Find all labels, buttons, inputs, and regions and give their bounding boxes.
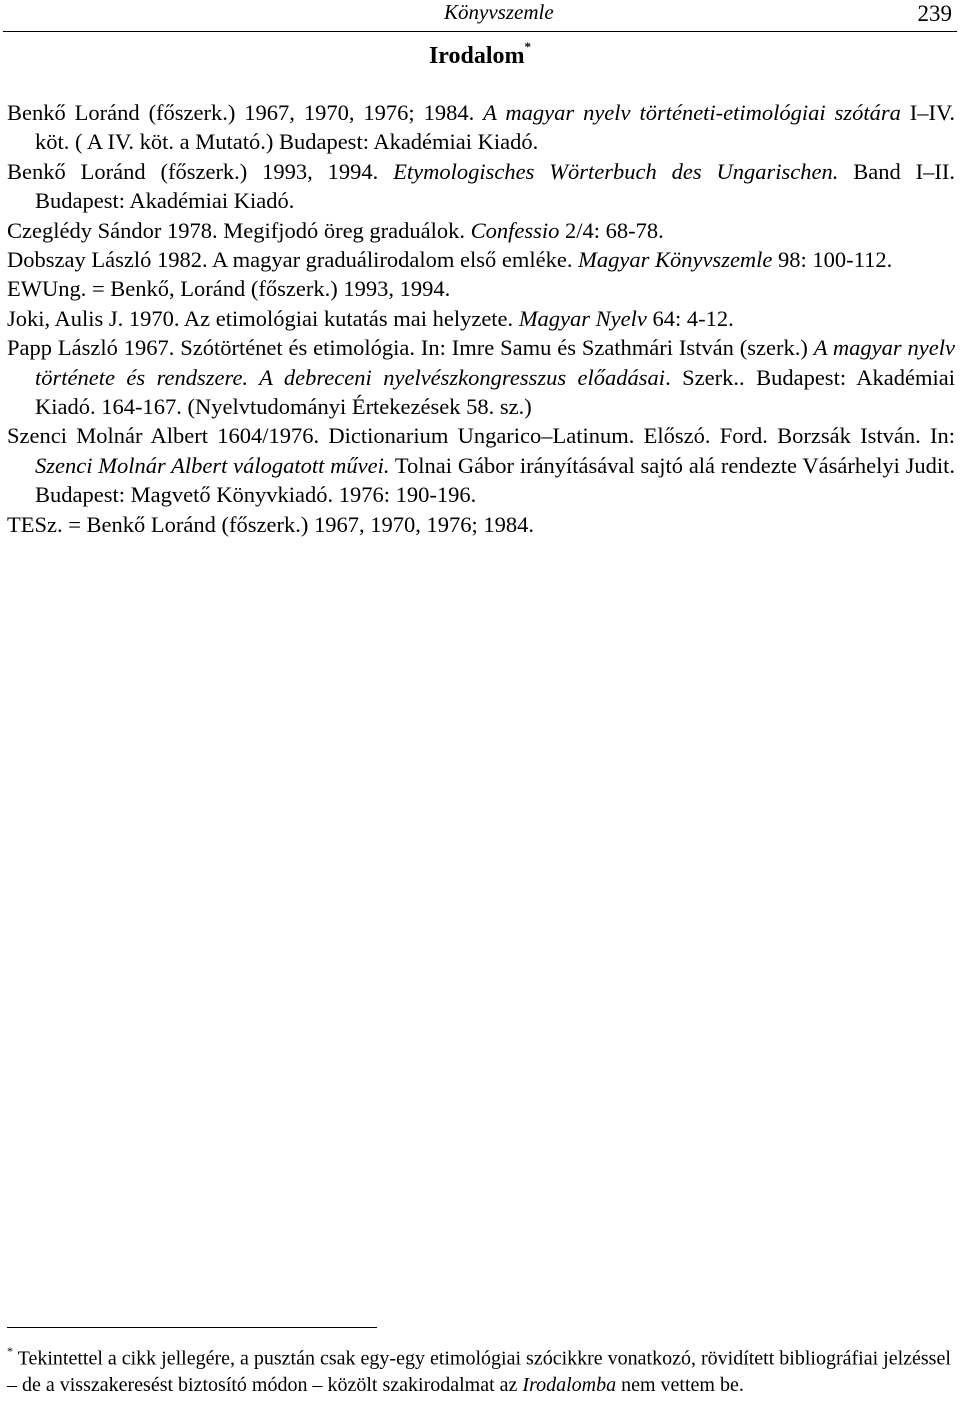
journal-title: Könyvszemle xyxy=(444,0,554,24)
reference-text: Benkő Loránd (főszerk.) 1993, 1994. xyxy=(7,158,394,184)
reference-title: Etymologisches Wörterbuch des Ungarischen. xyxy=(393,158,839,184)
footnote xyxy=(7,1340,953,1399)
reference-entry xyxy=(7,98,955,157)
reference-entry xyxy=(7,245,955,274)
reference-text: Czeglédy Sándor 1978. Megifjodó öreg graduálok. xyxy=(7,217,471,243)
section-title: Irodalom xyxy=(428,43,525,69)
reference-text: TESz. = Benkő Loránd (főszerk.) 1967, 1970, 1976; 1984. xyxy=(7,511,534,537)
reference-text: I–IV. köt. ( A IV. köt. a Mutató.) Budapest: Akadémiai Kiadó. xyxy=(35,100,956,155)
reference-title: A magyar nyelv történeti-etimológiai szótára xyxy=(483,100,901,125)
reference-text: 64: 4-12. xyxy=(646,305,734,331)
reference-text: Band I–II. Budapest: Akadémiai Kiadó. xyxy=(35,158,955,214)
reference-entry xyxy=(7,304,955,333)
reference-title: Confessio xyxy=(470,217,560,243)
reference-entry xyxy=(7,510,955,539)
reference-entry xyxy=(7,421,955,509)
header-rule xyxy=(3,31,957,32)
reference-text: Szenci Molnár Albert 1604/1976. Dictionarium Ungarico–Latinum. Előszó. Ford. Borzsák István. In: xyxy=(7,423,955,449)
footnote-text: nem vettem be. xyxy=(616,1374,744,1397)
reference-entry xyxy=(7,216,955,245)
reference-entry xyxy=(7,157,955,216)
reference-text: EWUng. = Benkő, Loránd (főszerk.) 1993, 1994. xyxy=(7,276,451,302)
footnote-emphasis: Irodalomba xyxy=(522,1374,617,1397)
reference-title: Magyar Könyvszemle xyxy=(578,247,773,273)
reference-title: Magyar Nyelv xyxy=(518,305,647,331)
reference-text: 98: 100-112. xyxy=(772,247,893,273)
reference-text: Dobszay László 1982. A magyar graduálirodalom első emléke. xyxy=(7,247,579,273)
reference-list xyxy=(7,98,955,539)
reference-text: Joki, Aulis J. 1970. Az etimológiai kutatás mai helyzete. xyxy=(7,305,519,331)
footnote-mark: * xyxy=(7,1344,13,1358)
reference-title: Szenci Molnár Albert válogatott művei. xyxy=(35,452,390,478)
footnote-text: Tekintettel a cikk jellegére, a pusztán csak egy-egy etimológiai szócikkre vonatkozó, rövidített bibliográfiai jelzéssel – de a visszakeresést biztosító módon – közölt szakirodalmat az xyxy=(7,1347,951,1397)
footnote-rule xyxy=(7,1327,377,1328)
reference-text: 2/4: 68-78. xyxy=(559,217,664,243)
reference-title: A magyar nyelv története és rendszere. A debreceni nyelvészkongresszus előadásai xyxy=(35,335,955,390)
running-header xyxy=(0,0,960,40)
reference-text: Benkő Loránd (főszerk.) 1967, 1970, 1976; 1984. xyxy=(7,100,484,125)
footnote-reference-mark: * xyxy=(524,39,532,54)
page-number: 239 xyxy=(917,1,952,26)
reference-entry xyxy=(7,274,955,303)
reference-entry xyxy=(7,333,955,421)
reference-text: Papp László 1967. Szótörténet és etimológia. In: Imre Samu és Szathmári István (szerk.) xyxy=(7,335,814,361)
reference-text: . Szerk.. Budapest: Akadémiai Kiadó. 164-167. (Nyelvtudományi Értekezések 58. sz.) xyxy=(35,364,955,420)
section-heading xyxy=(0,39,960,70)
reference-text: Tolnai Gábor irányításával sajtó alá rendezte Vásárhelyi Judit. Budapest: Magvető Könyvkiadó. 1976: 190-196. xyxy=(35,452,956,508)
